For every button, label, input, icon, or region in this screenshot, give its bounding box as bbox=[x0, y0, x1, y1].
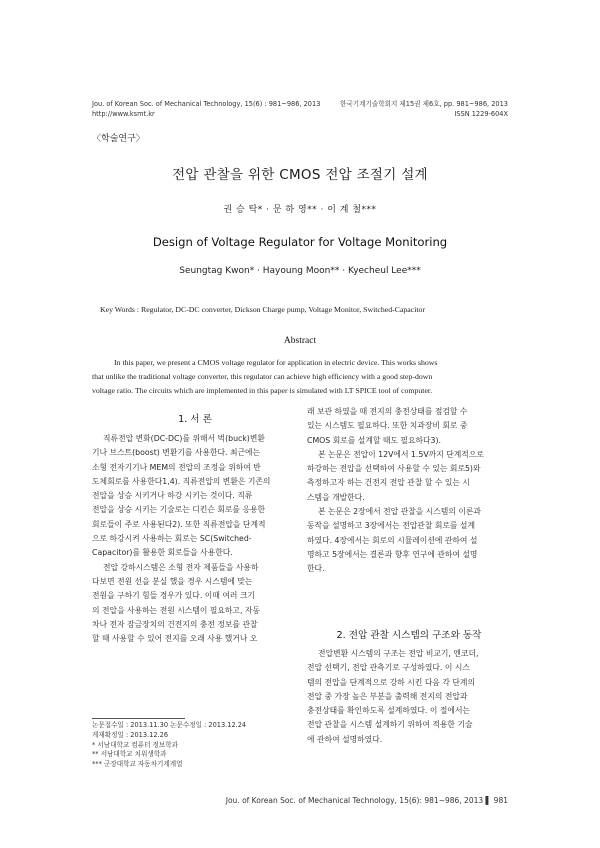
paper-title-korean: 전압 관찰을 위한 CMOS 전압 조절기 설계 bbox=[172, 167, 428, 183]
body-line: 본 논문은 2장에서 전압 관찰을 시스템의 이론과 bbox=[318, 507, 481, 517]
body-line: 소형 전자기기나 MEM의 전압의 조정을 위하여 반 bbox=[92, 462, 261, 472]
paper-title-english: Design of Voltage Regulator for Voltage Monitoring bbox=[152, 235, 448, 249]
body-line: 측정하고자 하는 건전지 전압 관찰 할 수 있는 시 bbox=[307, 478, 470, 488]
body-line: Capacitor)를 활용한 회로들을 사용한다. bbox=[92, 548, 233, 558]
abstract-heading: Abstract bbox=[283, 336, 317, 346]
body-line: 도체회로를 사용한다1,4). 직류전압의 변환은 기존의 bbox=[92, 476, 271, 486]
body-line: 래 보관 하였을 때 전지의 충전상태를 점검할 수 bbox=[307, 407, 468, 416]
body-line: 차나 전자 잠금장치의 건전지의 충전 정보를 관찰 bbox=[92, 619, 258, 629]
body-line: 전압을 상승 시키는 기술로는 디킨슨 회로를 응용한 bbox=[92, 505, 266, 515]
body-line: 직류전압 변화(DC-DC)를 위해서 벅(buck)변환 bbox=[103, 434, 265, 443]
section-1-continued bbox=[307, 405, 511, 577]
journal-citation-korean: 한국기계기술학회지 제15권 제6호, pp. 981~986, 2013 bbox=[339, 100, 508, 108]
body-line: 다보면 전원 선을 분실 했을 경우 시스템에 맞는 bbox=[92, 576, 253, 586]
body-line: 한다. bbox=[307, 564, 325, 574]
footnote-dates: 게재확정일 : 2013.12.26 bbox=[92, 730, 169, 739]
body-line: 충전상태를 확인하도록 설계하였다. 이 절에서는 bbox=[307, 706, 471, 716]
journal-url: http://www.ksmt.kr bbox=[92, 109, 155, 118]
body-line: 전압 강하시스템은 소형 전자 제품들을 사용하 bbox=[103, 562, 259, 572]
body-line: 기나 브스트(boost) 변환기를 사용한다. 최근에는 bbox=[92, 448, 261, 458]
abstract-line: In this paper, we present a CMOS voltage regulator for application in electric device. This works shows bbox=[114, 358, 438, 367]
body-line: 스템을 개발한다. bbox=[307, 492, 365, 502]
footnotes bbox=[92, 721, 246, 770]
journal-citation: Jou. of Korean Soc. of Mechanical Technology, 15(6) : 981~986, 2013 bbox=[92, 100, 321, 108]
body-line: 전압 선택기, 전압 관측기로 구성하였다. 이 시스 bbox=[307, 663, 470, 673]
article-category: 〈학술연구〉 bbox=[92, 134, 145, 144]
journal-issn: ISSN 1229-604X bbox=[454, 109, 508, 118]
authors-korean: 권 승 탁* · 문 하 영** · 이 계 철*** bbox=[223, 205, 377, 215]
footnote-affiliation: * 서남대학교 컴퓨터 정보학과 bbox=[92, 740, 179, 749]
body-line: 있는 시스템도 필요하다. 또한 치과장비 회로 중 bbox=[307, 421, 468, 431]
body-line: 전압을 상승 시키거나 하강 시키는 것이다. 직류 bbox=[92, 491, 253, 501]
section-1-body bbox=[92, 432, 298, 646]
body-line: 전원을 구하기 힘들 경우가 있다. 이때 여러 크기 bbox=[92, 591, 255, 601]
footnote-divider bbox=[92, 718, 185, 719]
footnote-affiliation: *** 군장대학교 자동차기계계열 bbox=[92, 760, 183, 769]
body-line: 템의 전압을 단계적으로 강하 시킨 다음 각 단계의 bbox=[307, 677, 475, 687]
journal-header-left bbox=[92, 100, 320, 119]
body-line: 하였다. 4장에서는 회로의 시뮬레이션에 관하여 설 bbox=[307, 535, 478, 545]
keywords: Key Words : Regulator, DC-DC converter, Dickson Charge pump, Voltage Monitor, Switched-Capacitor bbox=[100, 305, 426, 314]
footnote-affiliation: ** 서남대학교 치위생학과 bbox=[92, 750, 167, 759]
body-line: 에 관하여 설명하였다. bbox=[307, 734, 383, 744]
body-line: 하강하는 전압을 선택하여 사용할 수 있는 회로5)와 bbox=[307, 464, 481, 474]
journal-header-right bbox=[340, 100, 508, 119]
body-line: CMOS 회로를 설계할 때도 필요하다3). bbox=[307, 435, 442, 445]
body-line: 명하고 5장에서는 결론과 향후 연구에 관하여 설명 bbox=[307, 549, 478, 559]
section-2-body bbox=[307, 647, 511, 747]
body-line: 회로들이 주로 사용된다2). 또한 직류전압을 단계적 bbox=[92, 519, 266, 529]
section-2-heading: 2. 전압 관찰 시스템의 구조와 동작 bbox=[336, 630, 482, 641]
body-line: 전압 관찰을 시스템 설계하기 위하여 적용한 기술 bbox=[307, 720, 473, 730]
authors-english: Seungtag Kwon* · Hayoung Moon** · Kyecheul Lee*** bbox=[179, 266, 421, 276]
abstract-line: that unlike the traditional voltage converter, this regulator can achieve high efficiency with a good step-down bbox=[92, 372, 433, 381]
body-line: 본 논문은 전압이 12V에서 1.5V까지 단계적으로 bbox=[318, 449, 484, 459]
body-line: 으로 하강시켜 사용하는 회로는 SC(Switched- bbox=[92, 534, 252, 544]
abstract-line: voltage ratio. The circuits which are implemented in this paper is simulated with LT SPICE tool of computer. bbox=[92, 386, 433, 395]
footnote-dates: 논문접수일 : 2013.11.30 논문수정일 : 2013.12.24 bbox=[92, 721, 247, 729]
section-1-heading: 1. 서 론 bbox=[178, 414, 212, 425]
page-footer: Jou. of Korean Soc. of Mechanical Technology, 15(6): 981~986, 2013 ▌ 981 bbox=[225, 796, 508, 805]
abstract-body bbox=[92, 356, 510, 398]
body-line: 동작을 설명하고 3장에서는 전압관찰 회로를 설계 bbox=[307, 521, 475, 531]
body-line: 의 전압을 사용하는 전원 시스템이 필요하고, 자동 bbox=[92, 605, 260, 615]
body-line: 전압 중 가장 높은 부분을 출력해 전지의 전압과 bbox=[307, 691, 468, 701]
body-line: 전압변환 시스템의 구조는 전압 비교기, 엔코더, bbox=[318, 649, 479, 658]
body-line: 할 때 사용할 수 있어 전지를 오래 사용 했거나 오 bbox=[92, 634, 258, 644]
